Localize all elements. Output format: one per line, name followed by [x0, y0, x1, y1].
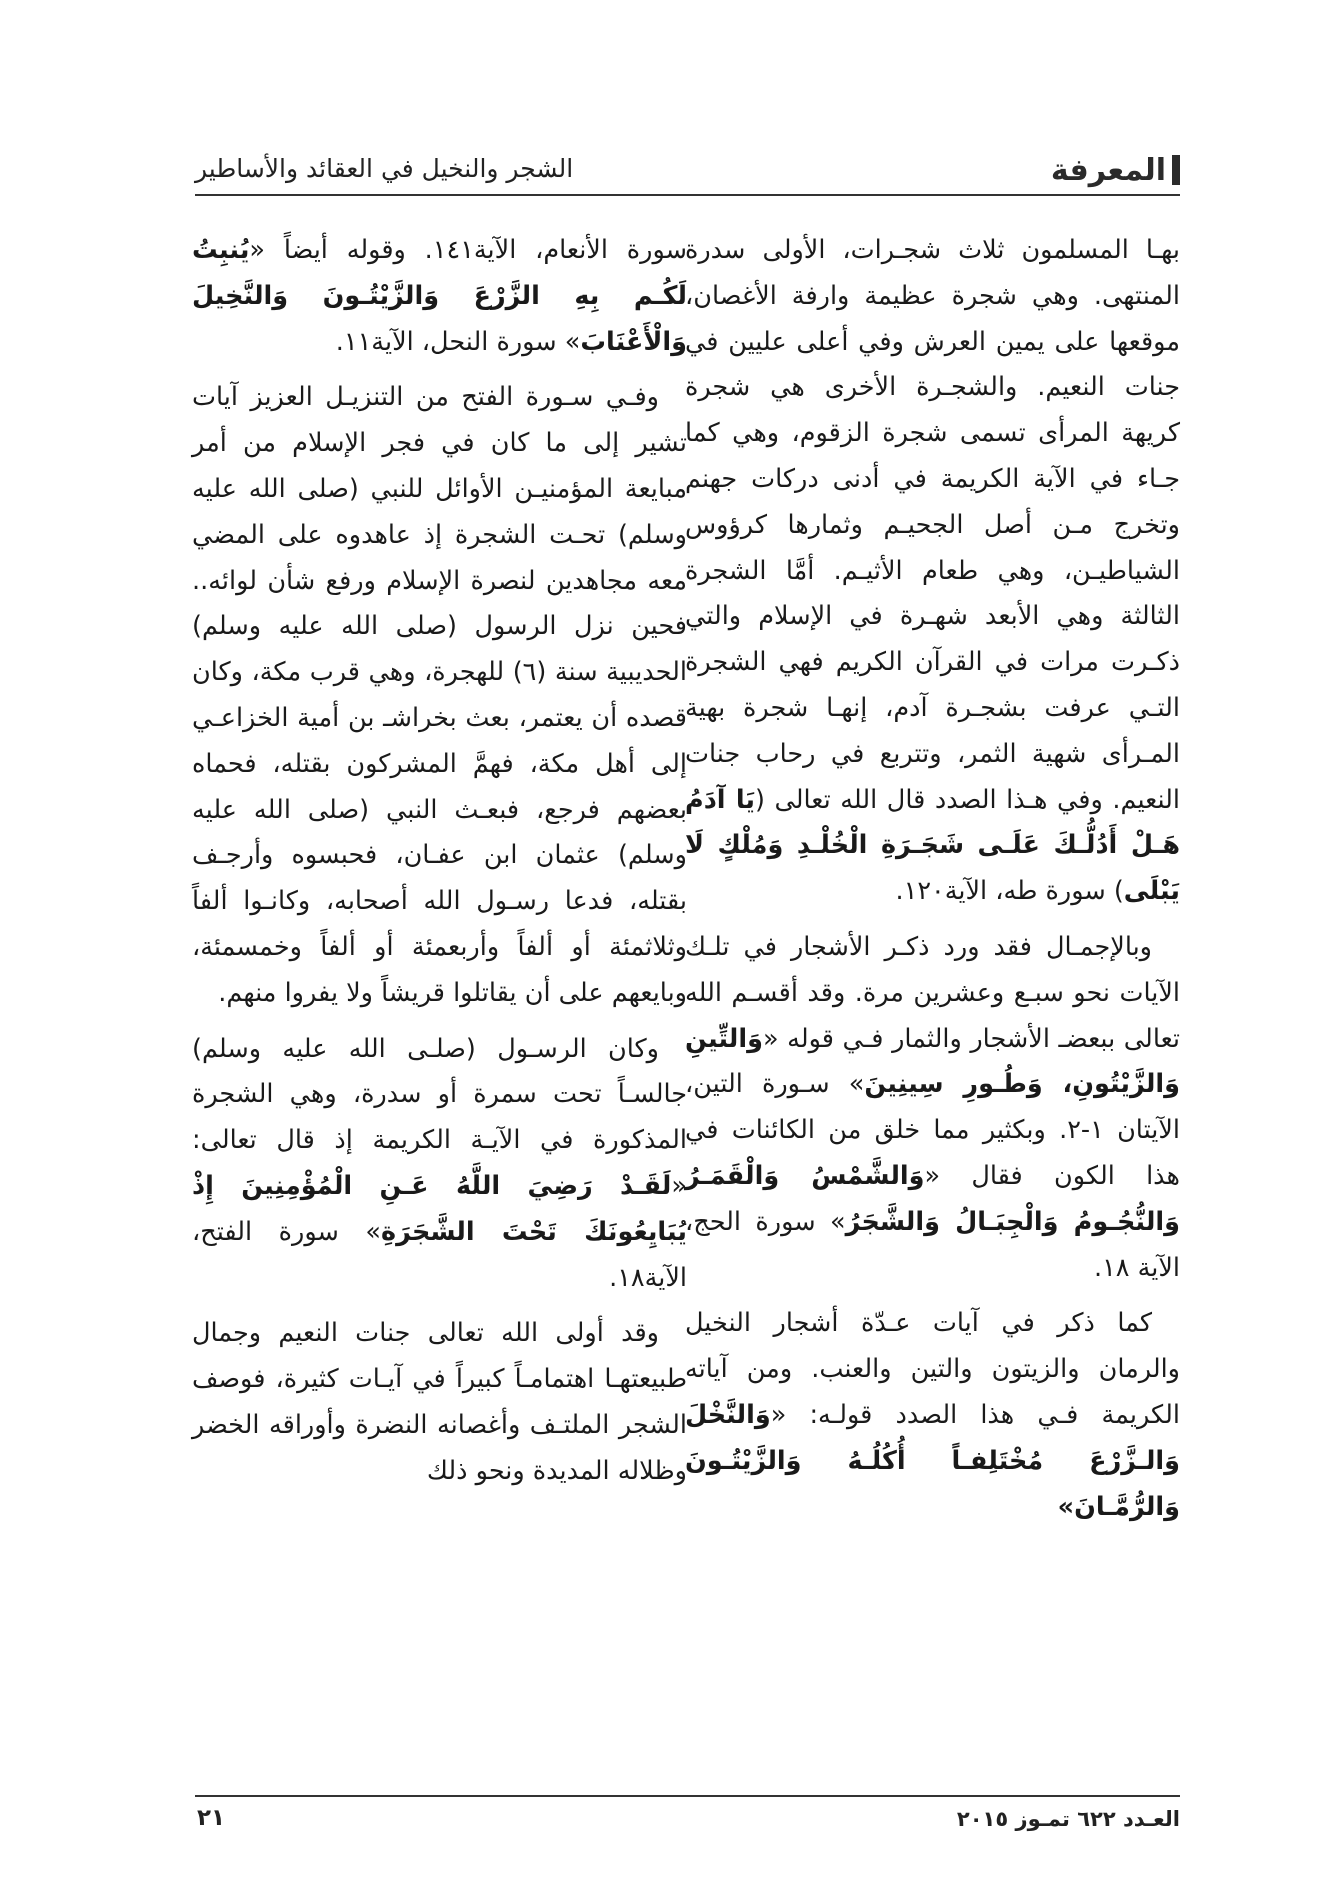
quran-quote: وَالشَّمْسُ وَالْقَمَـرُ وَالنُّجُـومُ وَالْجِبَـالُ وَالشَّجَرُ: [685, 1160, 1180, 1237]
right-column: [685, 228, 1180, 1540]
quran-quote: وَالتِّينِ وَالزَّيْتُونِ، وَطُـورِ سِينِينَ: [685, 1023, 1180, 1100]
page-header: [195, 148, 1180, 196]
page-footer: [195, 1795, 1180, 1835]
logo-text: المعرفة: [1050, 152, 1166, 188]
logo-bar: [1172, 155, 1180, 185]
paragraph: بهـا المسلمون ثلاث شجـرات، الأولى سدرة المنتهى. وهي شجرة عظيمة وارفة الأغصان، موقعها على يمين العرش وفي أعلى عليين في جنات النعيم. والشجـرة الأخرى هي شجرة كريهة المرأى تسمى شجرة الزقوم، وهي كما جـاء في الآية الكريمة في أدنى دركات جهنم وتخرج مـن أصل الجحيـم وثمارها كرؤوس الشياطيـن، وهي طعام الأثيـم. أمَّا الشجرة الثالثة وهي الأبعد شهـرة في الإسلام والتي ذكـرت مرات في القرآن الكريم فهي الشجرة التـي عرفت بشجـرة آدم، إنهـا شجرة بهية المـرأى شهية الثمر، وتتربع في رحاب جنات النعيم. وفي هـذا الصدد قال الله تعالى (يَا آدَمُ هَـلْ أَدُلُّـكَ عَلَـى شَجَـرَةِ الْخُلْـدِ وَمُلْكٍ لَا يَبْلَى) سورة طه، الآية١٢٠.: [685, 235, 1180, 907]
magazine-logo: [1051, 152, 1180, 188]
quran-quote: لَقَـدْ رَضِيَ اللَّهُ عَـنِ الْمُؤْمِنِينَ إِذْ يُبَايِعُونَكَ تَحْتَ الشَّجَرَةِ: [192, 1170, 687, 1247]
paragraph: سورة الأنعام، الآية١٤١. وقوله أيضاً «يُنبِتُ لَكُـم بِهِ الزَّرْعَ وَالزَّيْتُـونَ وَالنَّخِيلَ وَالْأَعْنَابَ» سورة النحل، الآية١١.: [192, 235, 687, 357]
paragraph: وفـي سـورة الفتح من التنزيـل العزيز آيات تشير إلى ما كان في فجر الإسلام من أمر مبايعة المؤمنيـن الأوائل للنبي (صلى الله عليه وسلم) تحـت الشجرة إذ عاهدوه على المضي معه مجاهدين لنصرة الإسلام ورفع شأن لوائه.. فحين نزل الرسول (صلى الله عليه وسلم) الحديبية سنة (٦) للهجرة، وهي قرب مكة، وكان قصده أن يعتمر، بعث بخراشـ بن أمية الخزاعـي إلى أهل مكة، فهمَّ المشركون بقتله، فحماه بعضهم فرجع، فبعـث النبي (صلى الله عليه وسلم) عثمان ابن عفـان، فحبسوه وأرجـف بقتله، فدعا رسـول الله أصحابه، وكانـوا ألفاً وثلاثمئة أو ألفاً وأربعمئة أو ألفاً وخمسمئة، وبايعهم على أن يقاتلوا قريشاً ولا يفروا منهم.: [192, 382, 687, 1008]
quran-quote: يُنبِتُ لَكُـم بِهِ الزَّرْعَ وَالزَّيْتُـونَ وَالنَّخِيلَ وَالْأَعْنَابَ: [192, 235, 687, 357]
running-title: الشجر والنخيل في العقائد والأساطير: [195, 154, 574, 183]
quran-quote: يَا آدَمُ هَـلْ أَدُلُّـكَ عَلَـى شَجَـرَةِ الْخُلْـدِ وَمُلْكٍ لَا يَبْلَى: [685, 784, 1180, 907]
left-column: [192, 228, 687, 1505]
issue-info: العـدد ٦٢٢ تمـوز ٢٠١٥: [956, 1807, 1180, 1831]
footer-rule: [195, 1795, 1180, 1797]
quran-quote: وَالنَّخْلَ وَالـزَّرْعَ مُخْتَلِفـاً أُكُلُـهُ وَالزَّيْتُـونَ وَالرُّمَّـانَ»: [685, 1399, 1180, 1522]
paragraph: وكان الرسـول (صلـى الله عليه وسلم) جالسـاً تحت سمرة أو سدرة، وهي الشجرة المذكورة في الآيـة الكريمة إذ قال تعالى: «لَقَـدْ رَضِيَ اللَّهُ عَـنِ الْمُؤْمِنِينَ إِذْ يُبَايِعُونَكَ تَحْتَ الشَّجَرَةِ» سورة الفتح، الآية١٨.: [192, 1033, 687, 1293]
paragraph: وقد أولى الله تعالى جنات النعيم وجمال طبيعتهـا اهتمامـاً كبيراً في آيـات كثيرة، فوصف الشجر الملتـف وأغصانه النضرة وأوراقه الخضر وظلاله المديدة ونحو ذلك: [192, 1318, 687, 1486]
header-rule: [195, 194, 1180, 196]
paragraph: كما ذكر في آيات عـدّة أشجار النخيل والرمان والزيتون والتين والعنب. ومن آياته الكريمة فـي هذا الصدد قولـه: «وَالنَّخْلَ وَالـزَّرْعَ مُخْتَلِفـاً أُكُلُـهُ وَالزَّيْتُـونَ وَالرُّمَّـانَ»: [685, 1308, 1180, 1522]
paragraph: وبالإجمـال فقد ورد ذكـر الأشجار في تلـك الآيات نحو سبـع وعشرين مرة. وقد أقسـم الله تعالى ببعضـ الأشجار والثمار فـي قوله «وَالتِّينِ وَالزَّيْتُونِ، وَطُـورِ سِينِينَ» سـورة التين، الآيتان ١-٢. وبكثير مما خلق من الكائنات في هذا الكون فقال «وَالشَّمْسُ وَالْقَمَـرُ وَالنُّجُـومُ وَالْجِبَـالُ وَالشَّجَرُ» سورة الحج، الآية ١٨.: [685, 931, 1180, 1283]
page-number: ٢١: [197, 1805, 226, 1831]
